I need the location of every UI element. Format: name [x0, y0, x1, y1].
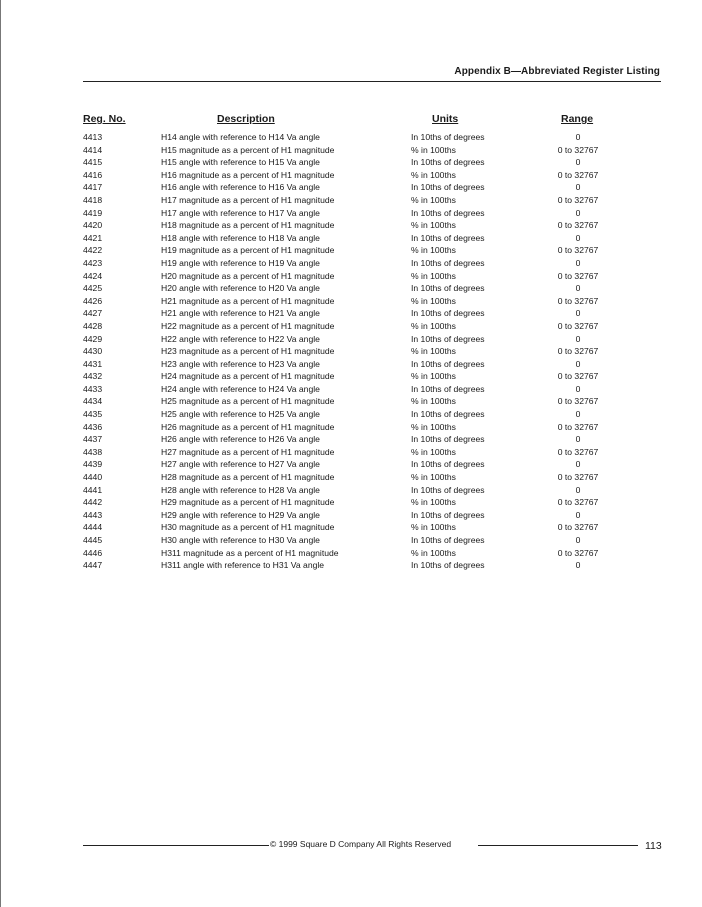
- table-row: [0, 383, 702, 396]
- reg-no-cell: 4447: [83, 560, 103, 571]
- range-cell: 0 to 32767: [557, 346, 599, 357]
- reg-no-cell: 4436: [83, 421, 103, 432]
- table-row: [0, 408, 702, 421]
- units-cell: % in 100ths: [411, 295, 456, 306]
- units-cell: % in 100ths: [411, 320, 456, 331]
- range-cell: 0: [575, 358, 581, 369]
- table-row: [0, 169, 702, 182]
- register-table: [0, 131, 702, 572]
- range-cell: 0 to 32767: [557, 295, 599, 306]
- description-cell: H21 angle with reference to H21 Va angle: [161, 308, 320, 319]
- units-cell: % in 100ths: [411, 245, 456, 256]
- table-row: [0, 484, 702, 497]
- description-cell: H16 angle with reference to H16 Va angle: [161, 182, 320, 193]
- range-cell: 0 to 32767: [557, 547, 599, 558]
- range-cell: 0 to 32767: [557, 371, 599, 382]
- reg-no-cell: 4414: [83, 144, 103, 155]
- reg-no-cell: 4441: [83, 484, 103, 495]
- units-cell: In 10ths of degrees: [411, 484, 485, 495]
- units-cell: % in 100ths: [411, 446, 456, 457]
- description-cell: H16 magnitude as a percent of H1 magnitude: [161, 169, 335, 180]
- range-cell: 0 to 32767: [557, 220, 599, 231]
- reg-no-cell: 4419: [83, 207, 103, 218]
- units-cell: % in 100ths: [411, 421, 456, 432]
- description-cell: H27 magnitude as a percent of H1 magnitude: [161, 446, 335, 457]
- table-row: [0, 421, 702, 434]
- table-row: [0, 521, 702, 534]
- reg-no-cell: 4428: [83, 320, 103, 331]
- range-cell: 0 to 32767: [557, 245, 599, 256]
- reg-no-cell: 4422: [83, 245, 103, 256]
- range-cell: 0: [575, 535, 581, 545]
- description-cell: H24 magnitude as a percent of H1 magnitude: [161, 371, 335, 382]
- footer-rule-left: [83, 845, 269, 846]
- units-cell: In 10ths of degrees: [411, 333, 485, 344]
- reg-no-cell: 4421: [83, 232, 103, 243]
- reg-no-cell: 4438: [83, 446, 103, 457]
- reg-no-cell: 4429: [83, 333, 103, 344]
- range-cell: 0 to 32767: [557, 194, 599, 205]
- description-cell: H311 magnitude as a percent of H1 magnitude: [161, 547, 339, 558]
- table-row: [0, 282, 702, 295]
- table-row: [0, 131, 702, 144]
- range-cell: 0: [575, 207, 581, 218]
- description-cell: H19 magnitude as a percent of H1 magnitude: [161, 245, 335, 256]
- copyright-text: © 1999 Square D Company All Rights Reserved: [270, 839, 452, 849]
- reg-no-cell: 4433: [83, 383, 103, 394]
- reg-no-cell: 4416: [83, 169, 103, 180]
- reg-no-cell: 4444: [83, 522, 103, 533]
- description-cell: H29 angle with reference to H29 Va angle: [161, 509, 320, 520]
- reg-no-cell: 4431: [83, 358, 103, 369]
- table-row: [0, 559, 702, 572]
- column-header-reg-no: Reg. No.: [83, 113, 126, 125]
- range-cell: 0 to 32767: [557, 522, 599, 533]
- units-cell: In 10ths of degrees: [411, 207, 485, 218]
- table-row: [0, 232, 702, 245]
- range-cell: 0 to 32767: [557, 320, 599, 331]
- units-cell: In 10ths of degrees: [411, 383, 485, 394]
- range-cell: 0: [575, 560, 581, 571]
- description-cell: H28 magnitude as a percent of H1 magnitude: [161, 472, 335, 483]
- units-cell: In 10ths of degrees: [411, 157, 485, 168]
- reg-no-cell: 4439: [83, 459, 103, 470]
- table-row: [0, 345, 702, 358]
- units-cell: In 10ths of degrees: [411, 283, 485, 294]
- units-cell: % in 100ths: [411, 547, 456, 558]
- range-cell: 0: [575, 182, 581, 193]
- description-cell: H26 angle with reference to H26 Va angle: [161, 434, 320, 445]
- reg-no-cell: 4446: [83, 547, 103, 558]
- units-cell: % in 100ths: [411, 194, 456, 205]
- description-cell: H311 angle with reference to H31 Va angle: [161, 560, 325, 571]
- table-row: [0, 219, 702, 232]
- page-number: 113: [645, 840, 662, 852]
- table-row: [0, 496, 702, 509]
- range-cell: 0 to 32767: [557, 421, 599, 432]
- table-row: [0, 358, 702, 371]
- table-row: [0, 395, 702, 408]
- units-cell: In 10ths of degrees: [411, 358, 485, 369]
- reg-no-cell: 4417: [83, 182, 103, 193]
- description-cell: H30 angle with reference to H30 Va angle: [161, 535, 320, 545]
- range-cell: 0: [575, 409, 581, 420]
- description-cell: H28 angle with reference to H28 Va angle: [161, 484, 320, 495]
- reg-no-cell: 4423: [83, 257, 103, 268]
- description-cell: H15 angle with reference to H15 Va angle: [161, 157, 320, 168]
- description-cell: H25 angle with reference to H25 Va angle: [161, 409, 320, 420]
- reg-no-cell: 4445: [83, 535, 103, 545]
- reg-no-cell: 4427: [83, 308, 103, 319]
- description-cell: H27 angle with reference to H27 Va angle: [161, 459, 320, 470]
- table-row: [0, 181, 702, 194]
- reg-no-cell: 4420: [83, 220, 103, 231]
- range-cell: 0: [575, 333, 581, 344]
- table-row: [0, 547, 702, 560]
- description-cell: H14 angle with reference to H14 Va angle: [161, 132, 320, 142]
- range-cell: 0 to 32767: [557, 446, 599, 457]
- reg-no-cell: 4426: [83, 295, 103, 306]
- range-cell: 0 to 32767: [557, 270, 599, 281]
- column-header-range: Range: [561, 113, 594, 125]
- units-cell: In 10ths of degrees: [411, 232, 485, 243]
- table-row: [0, 270, 702, 283]
- description-cell: H17 angle with reference to H17 Va angle: [161, 207, 320, 218]
- table-row: [0, 509, 702, 522]
- description-cell: H17 magnitude as a percent of H1 magnitude: [161, 194, 335, 205]
- reg-no-cell: 4430: [83, 346, 103, 357]
- reg-no-cell: 4425: [83, 283, 103, 294]
- range-cell: 0: [575, 132, 581, 142]
- table-row: [0, 320, 702, 333]
- range-cell: 0: [575, 157, 581, 168]
- table-row: [0, 144, 702, 157]
- range-cell: 0 to 32767: [557, 144, 599, 155]
- reg-no-cell: 4424: [83, 270, 103, 281]
- description-cell: H20 angle with reference to H20 Va angle: [161, 283, 320, 294]
- description-cell: H25 magnitude as a percent of H1 magnitude: [161, 396, 335, 407]
- column-header-units: Units: [432, 113, 459, 125]
- description-cell: H23 magnitude as a percent of H1 magnitude: [161, 346, 335, 357]
- reg-no-cell: 4413: [83, 132, 103, 142]
- range-cell: 0: [575, 232, 581, 243]
- description-cell: H22 angle with reference to H22 Va angle: [161, 333, 320, 344]
- table-row: [0, 471, 702, 484]
- range-cell: 0: [575, 434, 581, 445]
- description-cell: H18 magnitude as a percent of H1 magnitude: [161, 220, 335, 231]
- units-cell: In 10ths of degrees: [411, 535, 485, 545]
- range-cell: 0: [575, 484, 581, 495]
- units-cell: In 10ths of degrees: [411, 257, 485, 268]
- range-cell: 0: [575, 257, 581, 268]
- table-row: [0, 207, 702, 220]
- units-cell: % in 100ths: [411, 497, 456, 508]
- reg-no-cell: 4434: [83, 396, 103, 407]
- table-row: [0, 370, 702, 383]
- units-cell: % in 100ths: [411, 522, 456, 533]
- table-row: [0, 156, 702, 169]
- range-cell: 0 to 32767: [557, 497, 599, 508]
- description-cell: H30 magnitude as a percent of H1 magnitude: [161, 522, 335, 533]
- range-cell: 0: [575, 308, 581, 319]
- description-cell: H19 angle with reference to H19 Va angle: [161, 257, 320, 268]
- table-row: [0, 307, 702, 320]
- units-cell: % in 100ths: [411, 220, 456, 231]
- units-cell: % in 100ths: [411, 371, 456, 382]
- reg-no-cell: 4418: [83, 194, 103, 205]
- units-cell: In 10ths of degrees: [411, 459, 485, 470]
- footer-rule-right: [478, 845, 638, 846]
- table-row: [0, 446, 702, 459]
- range-cell: 0 to 32767: [557, 396, 599, 407]
- units-cell: In 10ths of degrees: [411, 560, 485, 571]
- reg-no-cell: 4432: [83, 371, 103, 382]
- header-title: Appendix B—Abbreviated Register Listing: [454, 66, 660, 77]
- reg-no-cell: 4435: [83, 409, 103, 420]
- units-cell: In 10ths of degrees: [411, 434, 485, 445]
- table-row: [0, 433, 702, 446]
- reg-no-cell: 4440: [83, 472, 103, 483]
- description-cell: H21 magnitude as a percent of H1 magnitude: [161, 295, 335, 306]
- units-cell: In 10ths of degrees: [411, 509, 485, 520]
- column-headers: [0, 113, 702, 127]
- table-row: [0, 244, 702, 257]
- range-cell: 0: [575, 509, 581, 520]
- table-row: [0, 295, 702, 308]
- units-cell: % in 100ths: [411, 144, 456, 155]
- units-cell: % in 100ths: [411, 346, 456, 357]
- description-cell: H24 angle with reference to H24 Va angle: [161, 383, 320, 394]
- table-row: [0, 534, 702, 547]
- table-row: [0, 194, 702, 207]
- range-cell: 0: [575, 459, 581, 470]
- table-row: [0, 333, 702, 346]
- units-cell: % in 100ths: [411, 270, 456, 281]
- units-cell: % in 100ths: [411, 169, 456, 180]
- description-cell: H26 magnitude as a percent of H1 magnitude: [161, 421, 335, 432]
- units-cell: In 10ths of degrees: [411, 308, 485, 319]
- reg-no-cell: 4442: [83, 497, 103, 508]
- units-cell: % in 100ths: [411, 396, 456, 407]
- range-cell: 0: [575, 383, 581, 394]
- description-cell: H29 magnitude as a percent of H1 magnitude: [161, 497, 335, 508]
- description-cell: H18 angle with reference to H18 Va angle: [161, 232, 320, 243]
- reg-no-cell: 4415: [83, 157, 103, 168]
- range-cell: 0 to 32767: [557, 169, 599, 180]
- units-cell: % in 100ths: [411, 472, 456, 483]
- units-cell: In 10ths of degrees: [411, 409, 485, 420]
- range-cell: 0: [575, 283, 581, 294]
- reg-no-cell: 4437: [83, 434, 103, 445]
- table-row: [0, 458, 702, 471]
- range-cell: 0 to 32767: [557, 472, 599, 483]
- description-cell: H23 angle with reference to H23 Va angle: [161, 358, 320, 369]
- description-cell: H15 magnitude as a percent of H1 magnitude: [161, 144, 335, 155]
- description-cell: H22 magnitude as a percent of H1 magnitude: [161, 320, 335, 331]
- column-header-description: Description: [217, 113, 275, 125]
- footer: [0, 839, 702, 855]
- units-cell: In 10ths of degrees: [411, 132, 485, 142]
- description-cell: H20 magnitude as a percent of H1 magnitude: [161, 270, 335, 281]
- table-row: [0, 257, 702, 270]
- reg-no-cell: 4443: [83, 509, 103, 520]
- units-cell: In 10ths of degrees: [411, 182, 485, 193]
- header-rule: [83, 81, 661, 82]
